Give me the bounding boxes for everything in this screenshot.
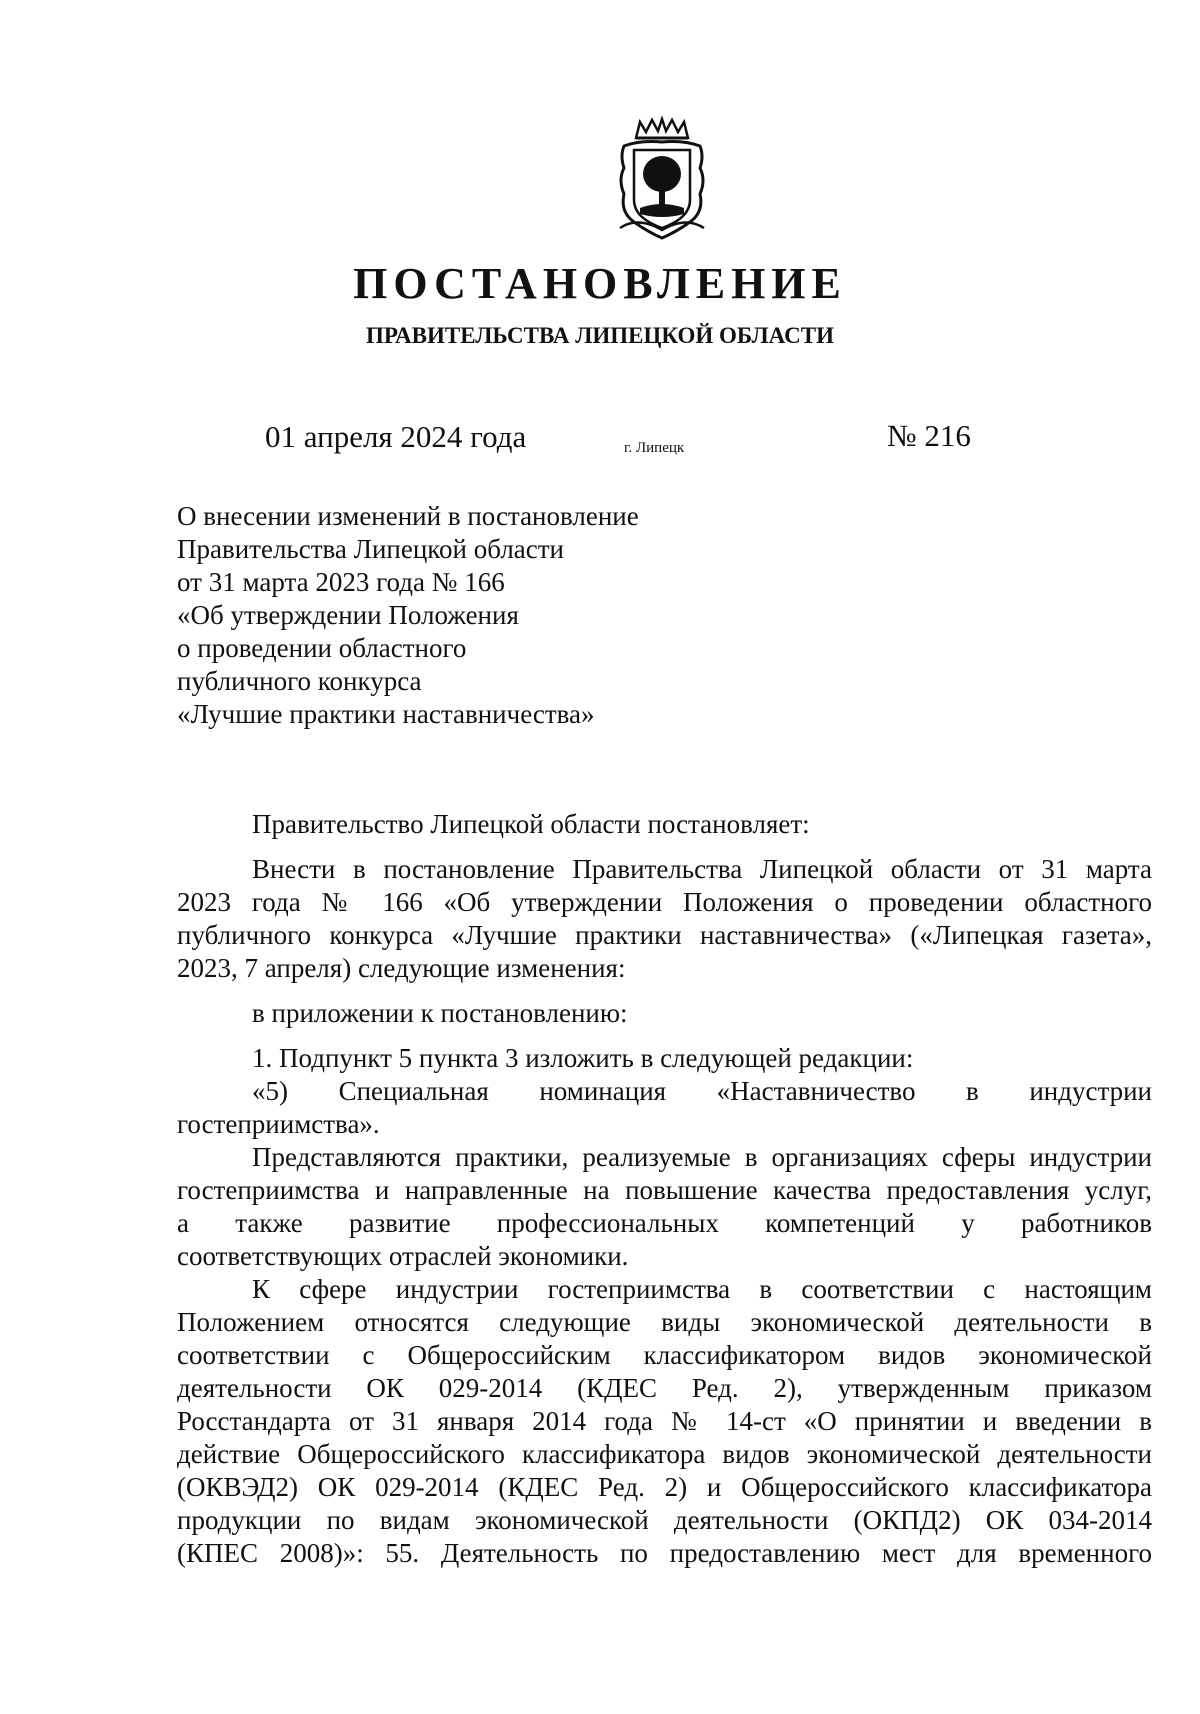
text-line: публичного конкурса «Лучшие практики наставничества» («Липецкая газета», xyxy=(177,920,1152,950)
text-line: 2023, 7 апреля) следующие изменения: xyxy=(177,953,626,983)
document-city: г. Липецк xyxy=(624,440,685,456)
text-line: Росстандарта от 31 января 2014 года № 14-ст «О принятии и введении в xyxy=(177,1406,1152,1436)
text-line: продукции по видам экономической деятельности (ОКПД2) ОК 034-2014 xyxy=(177,1505,1152,1535)
text-line: соответствии с Общероссийским классификатором видов экономической xyxy=(177,1340,1152,1370)
text-line: Положением относятся следующие виды экономической деятельности в xyxy=(177,1307,1152,1337)
paragraph-nomination xyxy=(177,1075,1152,1108)
text-line: Правительство Липецкой области постановляет: xyxy=(252,809,810,839)
text-line: 2023 года № 166 «Об утверждении Положения о проведении областного xyxy=(177,887,1152,917)
paragraph-amendment-cont xyxy=(177,886,1152,985)
text-line: гостеприимства». xyxy=(177,1109,380,1139)
document-title: ПОСТАНОВЛЕНИЕ xyxy=(353,259,847,308)
paragraph-appendix xyxy=(177,997,1152,1030)
text-line: Внести в постановление Правительства Липецкой области от 31 марта xyxy=(252,854,1152,884)
intro-paragraph xyxy=(177,808,1152,841)
document-body xyxy=(177,808,1152,1570)
text-line: а также развитие профессиональных компетенций у работников xyxy=(177,1208,1152,1238)
subject-line: «Об утверждении Положения xyxy=(177,600,519,630)
paragraph-hospitality xyxy=(177,1273,1152,1306)
text-line: в приложении к постановлению: xyxy=(252,998,628,1028)
paragraph-item-1 xyxy=(177,1042,1152,1075)
subject-line: «Лучшие практики наставничества» xyxy=(177,699,595,729)
subject-line: публичного конкурса xyxy=(177,666,422,696)
coat-of-arms-icon xyxy=(614,116,710,240)
text-line: соответствующих отраслей экономики. xyxy=(177,1241,629,1271)
paragraph-practices xyxy=(177,1141,1152,1174)
document-subject xyxy=(177,500,697,731)
text-line: К сфере индустрии гостеприимства в соответствии с настоящим xyxy=(252,1274,1152,1304)
text-line: 1. Подпункт 5 пункта 3 изложить в следующей редакции: xyxy=(252,1043,914,1073)
text-line: Представляются практики, реализуемые в организациях сферы индустрии xyxy=(252,1142,1152,1172)
text-line: гостеприимства и направленные на повышение качества предоставления услуг, xyxy=(177,1175,1152,1205)
paragraph-amendment xyxy=(177,853,1152,886)
text-line: (ОКВЭД2) ОК 029-2014 (КДЕС Ред. 2) и Общероссийского классификатора xyxy=(177,1472,1152,1502)
paragraph-practices-cont xyxy=(177,1174,1152,1273)
subject-line: о проведении областного xyxy=(177,633,467,663)
subject-line: от 31 марта 2023 года № 166 xyxy=(177,567,505,597)
subject-line: Правительства Липецкой области xyxy=(177,534,565,564)
paragraph-hospitality-cont xyxy=(177,1306,1152,1570)
text-line: деятельности ОК 029-2014 (КДЕС Ред. 2), утвержденным приказом xyxy=(177,1373,1152,1403)
text-line: (КПЕС 2008)»: 55. Деятельность по предоставлению мест для временного xyxy=(177,1538,1152,1568)
document-subtitle: ПРАВИТЕЛЬСТВА ЛИПЕЦКОЙ ОБЛАСТИ xyxy=(366,323,834,348)
paragraph-nomination-cont xyxy=(177,1108,1152,1141)
document-date: 01 апреля 2024 года xyxy=(265,419,527,454)
text-line: «5) Специальная номинация «Наставничество в индустрии xyxy=(252,1076,1152,1106)
document-number: № 216 xyxy=(887,418,971,453)
text-line: действие Общероссийского классификатора видов экономической деятельности xyxy=(177,1439,1152,1469)
subject-line: О внесении изменений в постановление xyxy=(177,501,639,531)
